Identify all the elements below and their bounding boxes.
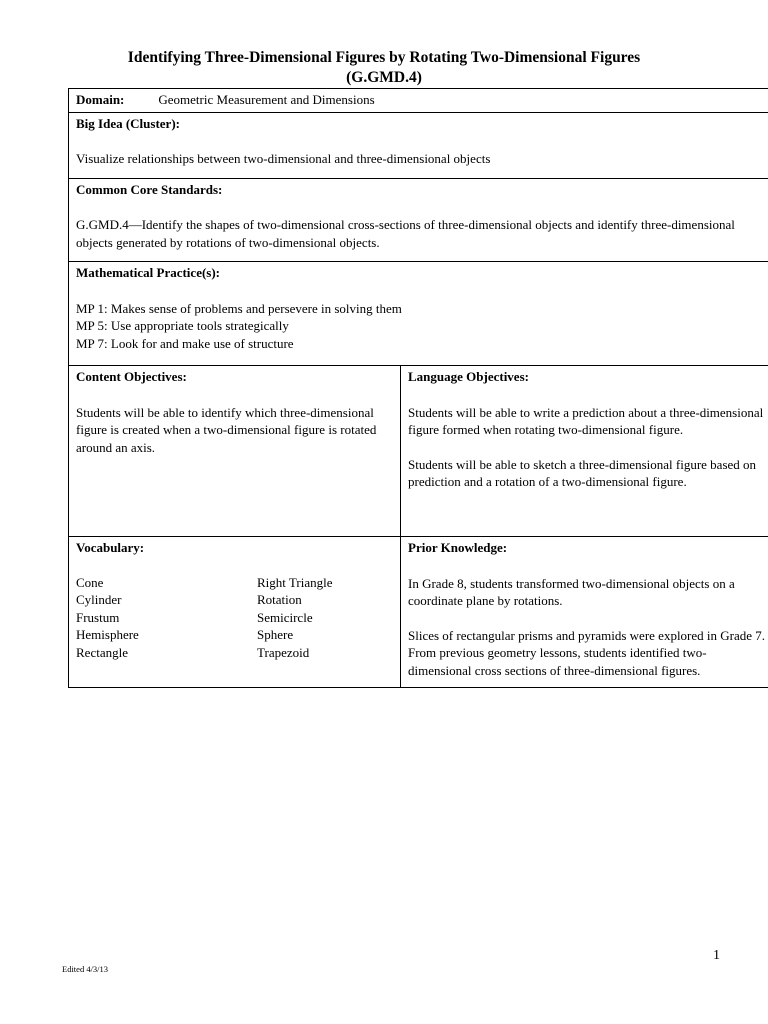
vocab-term: Cylinder bbox=[76, 592, 122, 607]
page-number: 1 bbox=[713, 948, 720, 963]
vocab-term: Right Triangle bbox=[257, 574, 333, 590]
title-line-1: Identifying Three-Dimensional Figures by Rotating Two-Dimensional Figures bbox=[127, 49, 641, 66]
domain-row bbox=[69, 89, 768, 113]
vocab-term: Hemisphere bbox=[76, 627, 139, 642]
vocab-term: Rectangle bbox=[76, 644, 128, 660]
language-objectives-label: Language Objectives: bbox=[408, 369, 529, 384]
standards-row bbox=[69, 178, 768, 262]
vocab-term: Sphere bbox=[257, 627, 294, 642]
practices-label: Mathematical Practice(s): bbox=[76, 265, 221, 280]
vocabulary-list bbox=[76, 574, 393, 662]
practice-item: MP 5: Use appropriate tools strategically bbox=[76, 318, 289, 333]
vocabulary-cell bbox=[69, 537, 401, 688]
lesson-table bbox=[68, 88, 768, 688]
content-objectives-cell bbox=[69, 366, 401, 537]
prior-knowledge-paragraph: Slices of rectangular prisms and pyramids were explored in Grade 7. From previous geometry lessons, students identified two-dimensional cross sections of three-dimensional figures. bbox=[408, 627, 766, 678]
standards-text: G.GMD.4—Identify the shapes of two-dimensional cross-sections of three-dimensional objects and identify three-dimensional objects generated by rotations of two-dimensional objects. bbox=[76, 217, 735, 250]
language-objectives-cell bbox=[401, 366, 768, 537]
vocab-term: Cone bbox=[76, 574, 104, 590]
title-line-2: (G.GMD.4) bbox=[346, 69, 422, 86]
vocab-term: Trapezoid bbox=[257, 644, 310, 660]
practices-row bbox=[69, 262, 768, 366]
big-idea-row bbox=[69, 112, 768, 178]
edited-date: Edited 4/3/13 bbox=[62, 964, 109, 974]
prior-knowledge-cell bbox=[401, 537, 768, 688]
page-title bbox=[0, 48, 768, 88]
language-objective-paragraph: Students will be able to write a prediction about a three-dimensional figure formed when rotating two-dimensional figure. bbox=[408, 404, 764, 437]
big-idea-text: Visualize relationships between two-dimensional and three-dimensional objects bbox=[76, 151, 491, 166]
practices-list bbox=[76, 300, 768, 353]
vocab-term: Semicircle bbox=[257, 609, 313, 625]
vocab-term: Rotation bbox=[257, 592, 302, 607]
prior-knowledge-paragraph: In Grade 8, students transformed two-dimensional objects on a coordinate plane by rotations. bbox=[408, 575, 735, 608]
domain-value: Geometric Measurement and Dimensions bbox=[158, 92, 375, 107]
language-objective-paragraph: Students will be able to sketch a three-dimensional figure based on prediction and a rotation of a two-dimensional figure. bbox=[408, 456, 757, 489]
big-idea-label: Big Idea (Cluster): bbox=[76, 115, 180, 131]
objectives-row bbox=[69, 366, 768, 537]
vocab-prior-row bbox=[69, 537, 768, 688]
domain-label: Domain: bbox=[76, 92, 125, 107]
practice-item: MP 1: Makes sense of problems and persevere in solving them bbox=[76, 300, 402, 316]
prior-knowledge-label: Prior Knowledge: bbox=[408, 540, 508, 555]
content-objectives-label: Content Objectives: bbox=[76, 369, 187, 384]
standards-label: Common Core Standards: bbox=[76, 181, 223, 197]
content-objectives-text: Students will be able to identify which three-dimensional figure is created when a two-dimensional figure is rotated around an axis. bbox=[76, 404, 377, 455]
vocab-term: Frustum bbox=[76, 609, 120, 625]
vocabulary-label: Vocabulary: bbox=[76, 540, 145, 555]
practice-item: MP 7: Look for and make use of structure bbox=[76, 335, 294, 351]
